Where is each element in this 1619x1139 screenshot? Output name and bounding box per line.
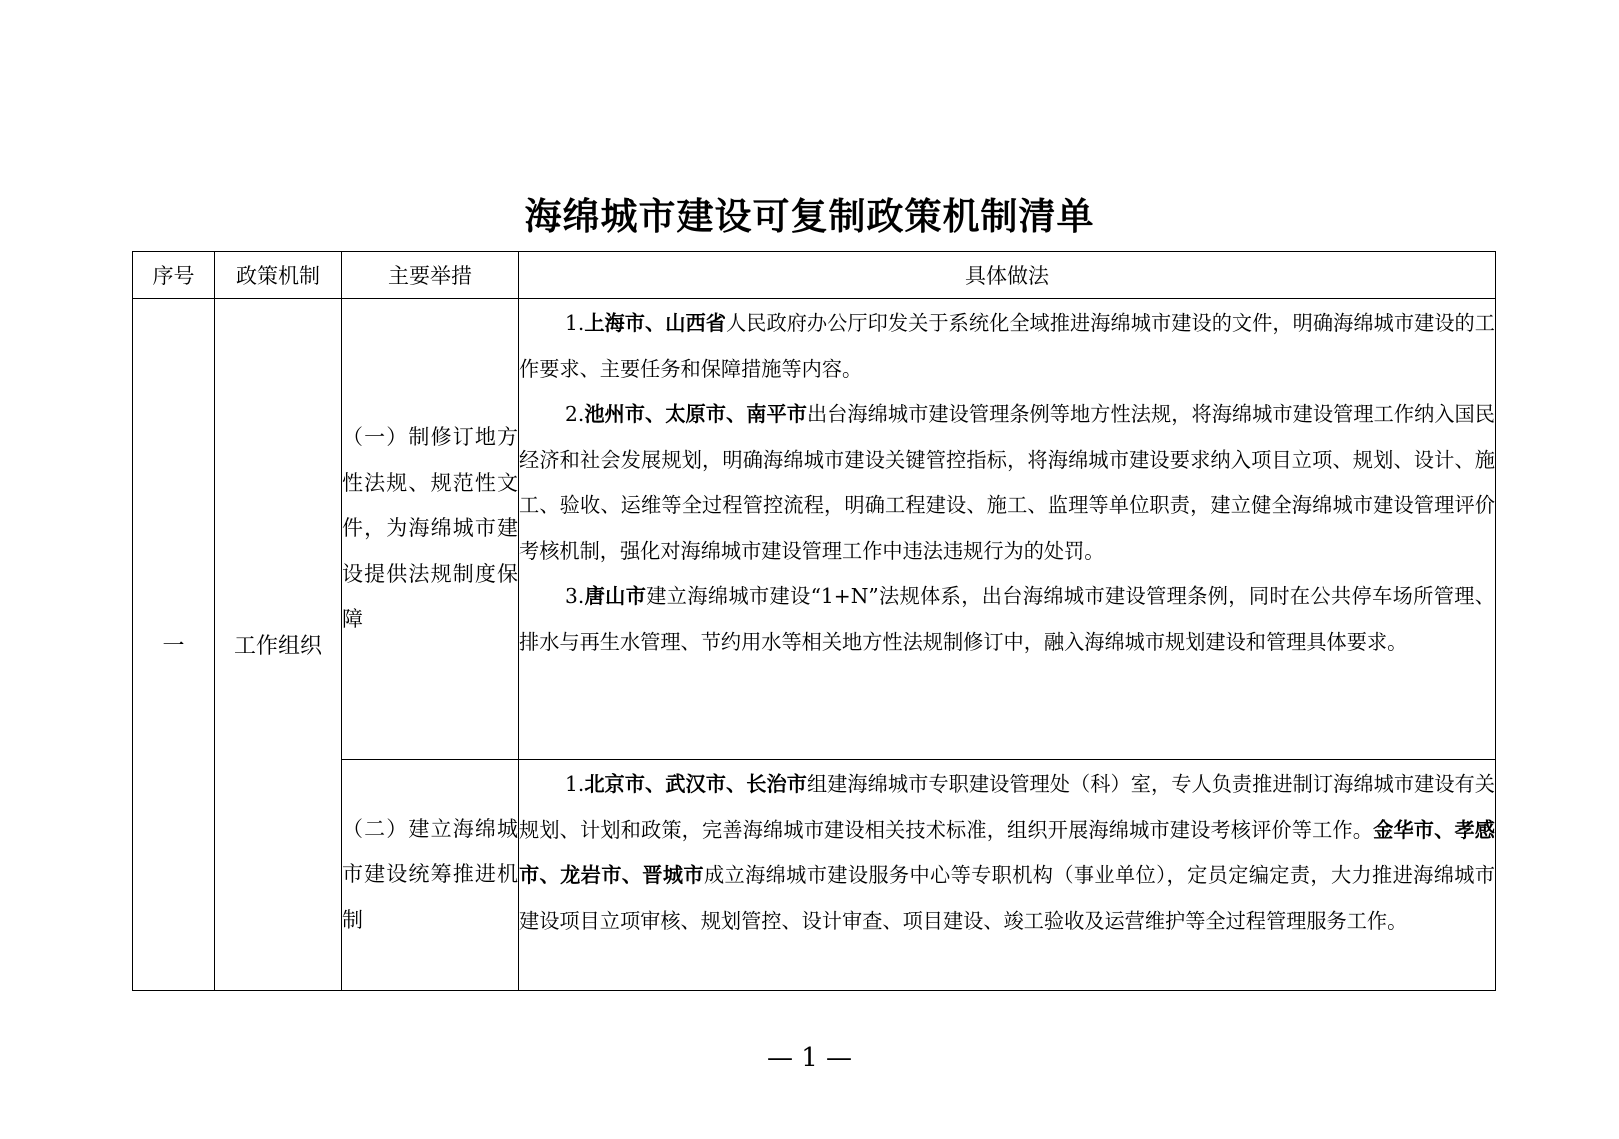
- header-detail: 具体做法: [519, 252, 1496, 299]
- header-measure: 主要举措: [342, 252, 519, 299]
- page-title: 海绵城市建设可复制政策机制清单: [524, 194, 1095, 238]
- city-names: 上海市、山西省: [584, 311, 726, 335]
- table-row: [133, 299, 1496, 760]
- measure-2: （二）建立海绵城市建设统筹推进机制: [342, 760, 519, 991]
- city-names: 唐山市: [584, 584, 647, 608]
- header-number: 序号: [133, 252, 215, 299]
- detail-paragraph: 1.上海市、山西省人民政府办公厅印发关于系统化全域推进海绵城市建设的文件，明确海绵城市建设的工作要求、主要任务和保障措施等内容。: [519, 311, 1495, 381]
- city-names: 北京市、武汉市、长治市: [584, 772, 807, 796]
- measure-1: （一）制修订地方性法规、规范性文件，为海绵城市建设提供法规制度保障: [342, 299, 519, 760]
- city-names: 池州市、太原市、南平市: [584, 402, 807, 426]
- row-mechanism: 工作组织: [215, 299, 342, 991]
- city-names: 金华市、孝感市、龙岩市、晋城市: [519, 817, 1495, 887]
- policy-table: [132, 251, 1496, 991]
- detail-1: [519, 299, 1496, 760]
- detail-paragraph: 1.北京市、武汉市、长治市组建海绵城市专职建设管理处（科）室，专人负责推进制订海绵城市建设有关规划、计划和政策，完善海绵城市建设相关技术标准，组织开展海绵城市建设考核评价等工作。金华市、孝感市、龙岩市、晋城市成立海绵城市建设服务中心等专职机构（事业单位），定员定编定责，大力推进海绵城市建设项目立项审核、规划管控、设计审查、项目建设、竣工验收及运营维护等全过程管理服务工作。: [519, 772, 1495, 933]
- row-number: 一: [133, 299, 215, 991]
- page-number: — 1 —: [766, 1043, 853, 1073]
- header-mechanism: 政策机制: [215, 252, 342, 299]
- detail-2: [519, 760, 1496, 991]
- table-header-row: [133, 252, 1496, 299]
- detail-paragraph: 2.池州市、太原市、南平市出台海绵城市建设管理条例等地方性法规，将海绵城市建设管理工作纳入国民经济和社会发展规划，明确海绵城市建设关键管控指标，将海绵城市建设要求纳入项目立项、规划、设计、施工、验收、运维等全过程管控流程，明确工程建设、施工、监理等单位职责，建立健全海绵城市建设管理评价考核机制，强化对海绵城市建设管理工作中违法违规行为的处罚。: [519, 402, 1495, 563]
- detail-paragraph: 3.唐山市建立海绵城市建设“1+N”法规体系，出台海绵城市建设管理条例，同时在公共停车场所管理、排水与再生水管理、节约用水等相关地方性法规制修订中，融入海绵城市规划建设和管理具体要求。: [519, 584, 1495, 654]
